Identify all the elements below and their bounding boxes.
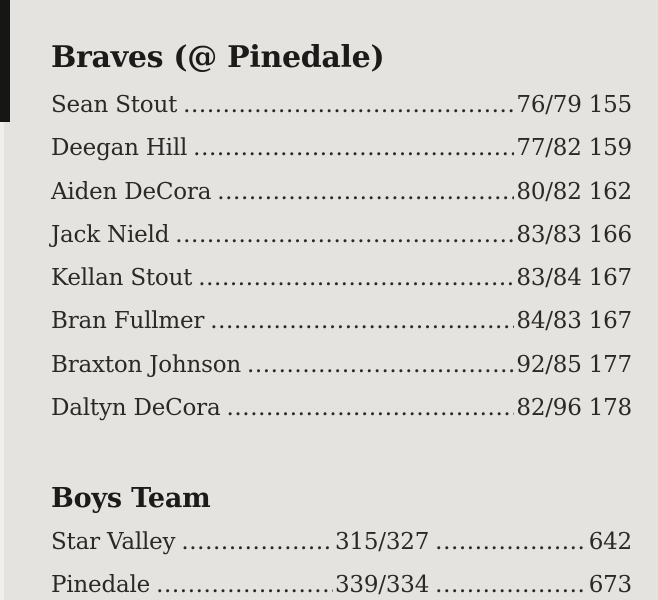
round-scores: 82/96 [516, 395, 582, 422]
player-name: Aiden DeCora [51, 178, 212, 205]
dot-leader [217, 171, 514, 214]
dot-leader [226, 387, 514, 430]
player-score [516, 127, 632, 170]
total-score: 159 [588, 135, 632, 162]
player-score [516, 387, 632, 430]
player-name: Braxton Johnson [51, 351, 241, 378]
player-row [51, 387, 632, 430]
total-score: 167 [588, 308, 632, 335]
total-score: 166 [588, 221, 632, 248]
team-total-score: 673 [588, 572, 632, 599]
total-score: 178 [588, 395, 632, 422]
player-row [51, 127, 632, 170]
player-row [51, 300, 632, 343]
total-score: 167 [588, 265, 632, 292]
dot-leader [210, 300, 514, 343]
round-scores: 77/82 [516, 135, 582, 162]
total-score: 155 [588, 92, 632, 118]
player-name: Sean Stout [51, 92, 178, 118]
player-score [516, 84, 632, 127]
team-total-score: 642 [588, 529, 632, 556]
player-row [51, 214, 632, 257]
player-score [516, 300, 632, 343]
player-row [51, 84, 632, 127]
results-column [51, 0, 632, 600]
round-scores: 92/85 [516, 351, 582, 378]
dot-leader [435, 564, 587, 600]
player-score-list [51, 84, 632, 430]
team-row [51, 564, 632, 600]
team-left [51, 564, 335, 600]
round-scores: 76/79 [516, 92, 582, 118]
dot-leader [183, 84, 514, 127]
dot-leader [435, 521, 587, 564]
team-name: Pinedale [51, 572, 151, 599]
team-row [51, 521, 632, 564]
clipped-edge-bar [0, 0, 10, 122]
dot-leader [198, 257, 514, 300]
player-score [516, 214, 632, 257]
player-name: Kellan Stout [51, 265, 193, 292]
player-row [51, 257, 632, 300]
dot-leader [181, 521, 333, 564]
round-scores: 83/83 [516, 221, 582, 248]
section-title-braves: Braves (@ Pinedale) [51, 40, 385, 75]
team-name: Star Valley [51, 529, 176, 556]
dot-leader [156, 564, 333, 600]
dot-leader [175, 214, 514, 257]
player-name: Daltyn DeCora [51, 395, 221, 422]
player-name: Bran Fullmer [51, 308, 205, 335]
player-score [516, 171, 632, 214]
team-left [51, 521, 335, 564]
dot-leader [193, 127, 514, 170]
dot-leader [247, 344, 514, 387]
round-scores: 83/84 [516, 265, 582, 292]
section-title-boys-team: Boys Team [51, 483, 211, 515]
round-scores: 84/83 [516, 308, 582, 335]
player-name: Jack Nield [51, 221, 170, 248]
team-score-list [51, 521, 632, 600]
player-row [51, 344, 632, 387]
total-score: 177 [588, 351, 632, 378]
team-round-scores: 315/327 [335, 529, 430, 556]
total-score: 162 [588, 178, 632, 205]
player-row [51, 171, 632, 214]
player-score [516, 257, 632, 300]
team-round-scores: 339/334 [335, 572, 430, 599]
player-score [516, 344, 632, 387]
player-name: Deegan Hill [51, 135, 188, 162]
round-scores: 80/82 [516, 178, 582, 205]
